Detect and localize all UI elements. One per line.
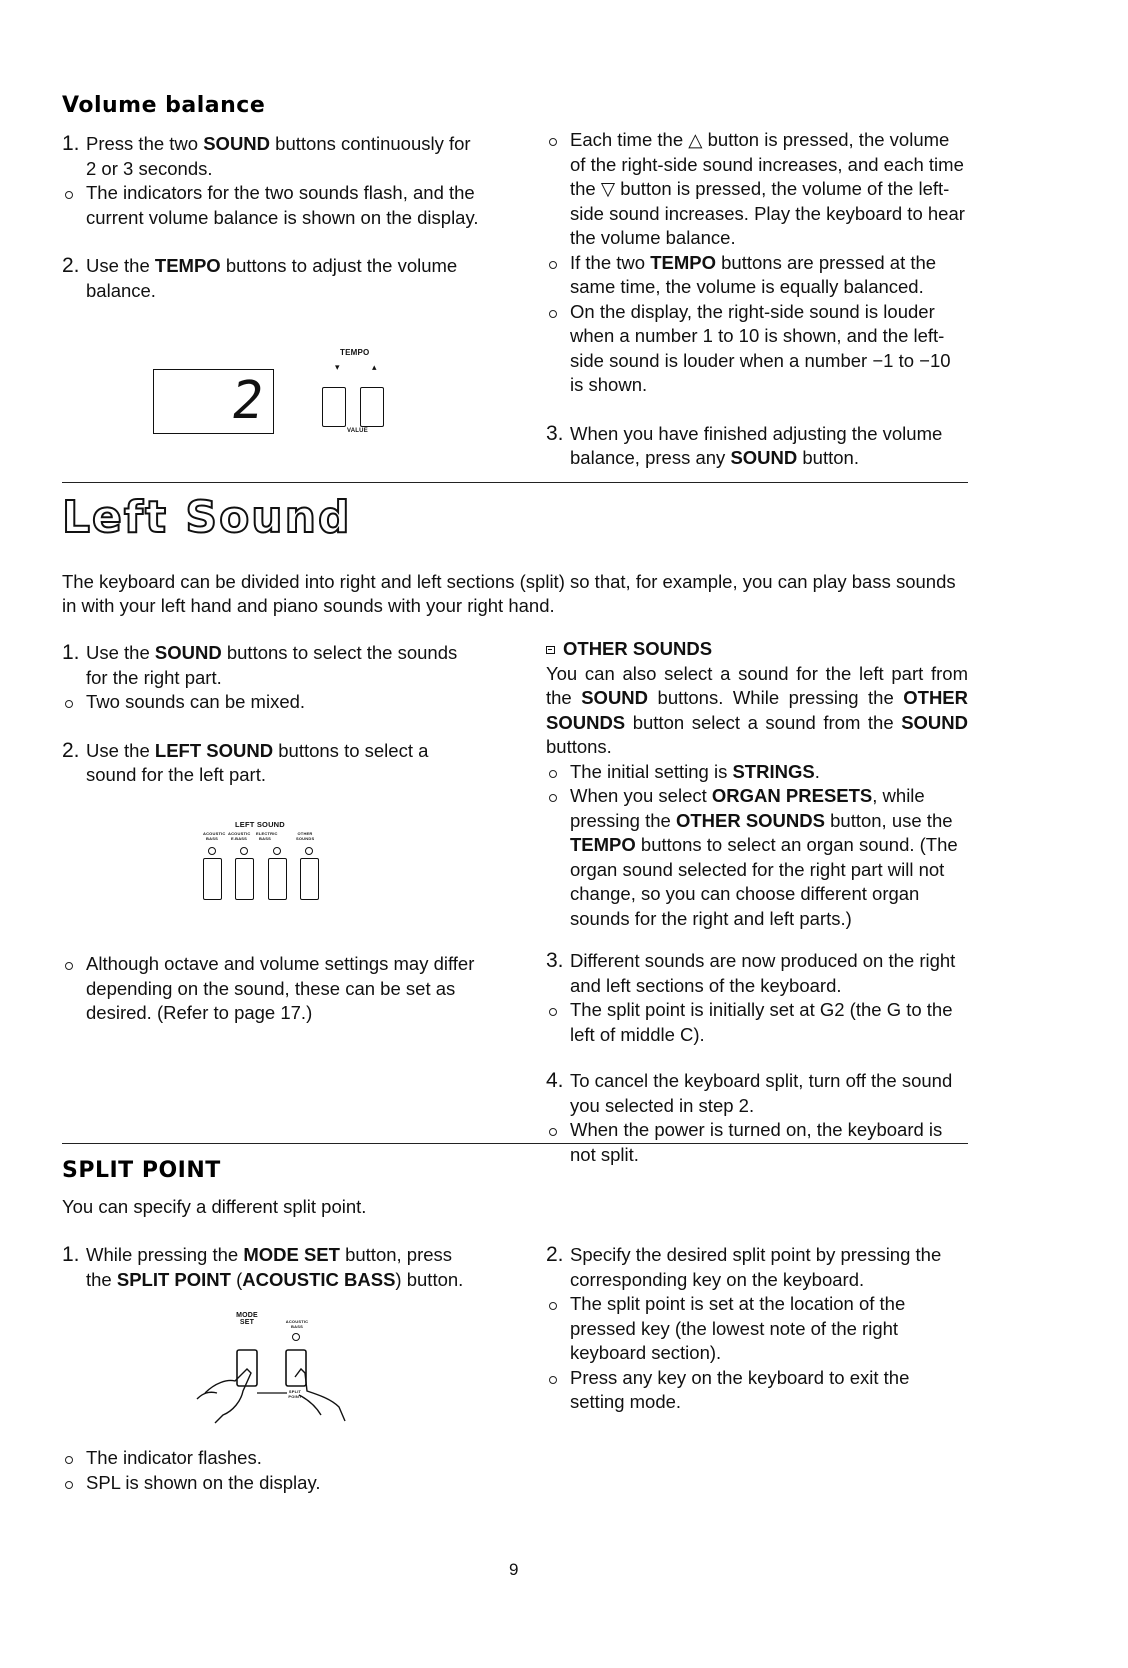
bullet-icon	[549, 310, 557, 318]
up-triangle-icon: △	[688, 129, 703, 150]
left-sound-step-3	[546, 949, 968, 998]
tempo-label: TEMPO	[340, 348, 370, 357]
down-triangle-icon: ▽	[600, 178, 616, 199]
bold-text: SOUND	[730, 447, 798, 468]
acoustic-bass-label: ACOUSTIC BASS	[203, 831, 226, 841]
text: buttons to select the sounds for the right part.	[86, 642, 458, 688]
split-step-1	[62, 1243, 482, 1292]
bullet-icon	[549, 1302, 557, 1310]
mode-set-label: MODE SET	[236, 1312, 258, 1326]
step-number: 2.	[546, 1243, 564, 1266]
bullet-icon	[65, 1456, 73, 1464]
bold-text: SOUND	[203, 133, 271, 154]
text: buttons are pressed at the same time, the volume is equally balanced.	[570, 251, 937, 297]
text: button, press the	[86, 1244, 453, 1290]
left-sound-left-column	[62, 641, 480, 788]
tempo-down-arrow-icon: ▾	[335, 362, 340, 372]
bullet-icon	[549, 138, 557, 146]
bold-text: LEFT SOUND	[154, 739, 274, 761]
bold-text: OTHER SOUNDS	[675, 809, 825, 831]
text: .	[814, 760, 820, 782]
left-sound-step-1	[62, 641, 480, 690]
step-number: 3.	[546, 421, 564, 445]
display-digit: 2	[227, 371, 268, 431]
left-sound-right-column	[546, 637, 968, 1167]
indicator-led-icon	[273, 847, 281, 855]
bullet-icon	[65, 962, 73, 970]
split-bullet-1	[62, 1446, 482, 1471]
text: Use the	[86, 739, 155, 761]
text: buttons continuously for 2 or 3 seconds.	[86, 133, 471, 179]
bold-text: STRINGS	[732, 760, 815, 782]
indicator-led-icon	[208, 847, 216, 855]
split-point-left-notes	[62, 1446, 482, 1495]
electric-bass-label: ELECTRIC BASS	[256, 831, 278, 841]
step-number: 1.	[62, 132, 80, 155]
text: Use the	[86, 255, 155, 276]
bullet-icon	[549, 1008, 557, 1016]
bullet-icon	[549, 770, 557, 778]
text: SPL is shown on the display.	[86, 1471, 321, 1493]
acoustic-ebass-button[interactable]	[235, 858, 254, 900]
text: Although octave and volume settings may differ depending on the sound, these can be set as desired. (Refer to page 17.)	[86, 953, 475, 1023]
text: The indicators for the two sounds flash, and the current volume balance is shown on the display.	[86, 182, 479, 228]
text: buttons to adjust the volume balance.	[86, 255, 458, 301]
text: On the display, the right-side sound is louder when a number 1 to 10 is shown, and the left-side sound is louder when a number −1 to −10 is shown.	[570, 300, 951, 395]
step-number: 4.	[546, 1069, 564, 1092]
section-divider	[62, 482, 968, 483]
text: When you have finished adjusting the volume balance, press any	[570, 422, 943, 468]
split-point-right-column	[546, 1243, 968, 1415]
text: When the power is turned on, the keyboard is not split.	[570, 1119, 943, 1165]
text: OTHER SOUNDS	[563, 638, 713, 659]
bold-text: SOUND	[901, 711, 968, 733]
text: button is pressed, the volume of the left-side sound increases. Play the keyboard to hear the volume balance.	[570, 178, 965, 248]
text: Use the	[86, 642, 155, 663]
text: Press any key on the keyboard to exit the setting mode.	[570, 1366, 910, 1412]
text: ) button.	[395, 1268, 464, 1290]
split-step-2	[546, 1243, 968, 1292]
volume-right-bullet-3	[546, 300, 968, 398]
text: buttons to select an organ sound. (The organ sound selected for the right part will not change, so you can choose different organ sounds for the right and left parts.)	[570, 834, 958, 929]
display-panel	[153, 369, 274, 434]
text: (	[230, 1268, 243, 1290]
text: Each time the	[570, 129, 689, 150]
bullet-icon	[549, 261, 557, 269]
value-label: VALUE	[347, 428, 368, 434]
split-point-left-column	[62, 1243, 482, 1292]
text: buttons to select a sound for the left part.	[86, 739, 429, 785]
left-sound-title: Left Sound	[62, 492, 352, 543]
bold-text: OTHER SOUNDS	[546, 687, 968, 733]
acoustic-bass-button[interactable]	[203, 858, 222, 900]
split-point-intro: You can specify a different split point.	[62, 1196, 367, 1217]
text: button, use the	[824, 809, 953, 831]
volume-step-2	[62, 254, 480, 303]
volume-balance-left-column	[62, 132, 480, 303]
bold-text: TEMPO	[570, 834, 636, 855]
bold-text: ORGAN PRESETS	[711, 785, 873, 806]
text: button is pressed, the volume of the right-side sound increases, and each time the	[570, 129, 964, 199]
section-divider	[62, 1143, 968, 1144]
tempo-down-button[interactable]	[322, 387, 346, 427]
other-sounds-label: OTHER SOUNDS	[296, 831, 315, 841]
bold-text: SOUND	[581, 687, 649, 708]
volume-balance-right-column	[546, 128, 968, 471]
bold-text: TEMPO	[154, 255, 221, 276]
text: To cancel the keyboard split, turn off the sound you selected in step 2.	[570, 1070, 953, 1116]
indicator-led-icon	[240, 847, 248, 855]
hands-pressing-buttons-icon	[195, 1335, 355, 1430]
square-marker-icon	[546, 646, 555, 654]
bold-text: SOUND	[154, 642, 222, 663]
left-sound-bullet-2	[62, 952, 480, 1026]
tempo-up-button[interactable]	[360, 387, 384, 427]
text: While pressing the	[86, 1244, 244, 1265]
volume-balance-heading: Volume balance	[62, 93, 266, 118]
left-sound-step-4	[546, 1069, 968, 1118]
left-sound-figure-label: LEFT SOUND	[235, 820, 285, 829]
split-right-bullet-2	[546, 1366, 968, 1415]
text: The indicator flashes.	[86, 1447, 262, 1468]
text: Different sounds are now produced on the right and left sections of the keyboard.	[570, 950, 956, 996]
step-number: 2.	[62, 738, 80, 762]
volume-step-1	[62, 132, 480, 181]
text: buttons. While pressing the	[648, 687, 904, 708]
split-right-bullet-1	[546, 1292, 968, 1366]
step-number: 1.	[62, 1243, 80, 1266]
volume-right-bullet-2	[546, 251, 968, 300]
acoustic-ebass-label: ACOUSTIC E.BASS	[228, 831, 251, 841]
bullet-icon	[549, 1128, 557, 1136]
indicator-led-icon	[305, 847, 313, 855]
split-bullet-2	[62, 1471, 482, 1496]
left-sound-bullet-1	[62, 690, 480, 715]
page-number: 9	[509, 1560, 519, 1579]
split-point-label: SPLIT POINT	[288, 1389, 302, 1399]
left-sound-bullet-3	[546, 998, 968, 1047]
acoustic-bass-label: ACOUSTIC BASS	[285, 1319, 309, 1329]
other-sounds-paragraph	[546, 662, 968, 760]
other-sounds-button[interactable]	[300, 858, 319, 900]
other-sounds-bullet-2	[546, 784, 968, 931]
text: Specify the desired split point by pressing the corresponding key on the keyboard.	[570, 1244, 942, 1290]
volume-bullet-1	[62, 181, 480, 230]
text: button select a sound from the	[625, 711, 902, 733]
text: Two sounds can be mixed.	[86, 691, 306, 712]
text: , while pressing the	[570, 785, 925, 831]
text: buttons.	[546, 736, 612, 757]
bullet-icon	[65, 191, 73, 199]
text: If the two	[570, 251, 651, 273]
left-sound-left-note	[62, 952, 480, 1026]
electric-bass-button[interactable]	[268, 858, 287, 900]
text: The split point is initially set at G2 (the G to the left of middle C).	[570, 999, 953, 1045]
split-point-heading: SPLIT POINT	[62, 1158, 221, 1183]
left-sound-intro: The keyboard can be divided into right and left sections (split) so that, for example, you can play bass sounds in with your left hand and piano sounds with your right hand.	[62, 571, 956, 616]
text: When you select	[570, 785, 712, 806]
bullet-icon	[549, 794, 557, 802]
volume-step-3	[546, 422, 968, 471]
bullet-icon	[65, 700, 73, 708]
left-sound-step-2	[62, 739, 480, 788]
other-sounds-heading	[546, 637, 968, 662]
volume-right-bullet-1	[546, 128, 968, 251]
step-number: 2.	[62, 254, 80, 277]
text: You can also select a sound for the left part from the	[546, 662, 968, 708]
text: The initial setting is	[570, 760, 733, 782]
tempo-up-arrow-icon: ▴	[372, 362, 377, 372]
split-point-button[interactable]	[286, 1350, 306, 1386]
step-number: 1.	[62, 641, 80, 664]
bullet-icon	[65, 1481, 73, 1489]
bold-text: TEMPO	[650, 251, 716, 273]
step-number: 3.	[546, 949, 564, 972]
bold-text: MODE SET	[243, 1244, 340, 1265]
text: The split point is set at the location of the pressed key (the lowest note of the right keyboard section).	[570, 1293, 906, 1363]
bold-text: ACOUSTIC BASS	[242, 1268, 396, 1290]
bold-text: SPLIT POINT	[116, 1268, 231, 1290]
bullet-icon	[549, 1376, 557, 1384]
text: Press the two	[86, 133, 204, 154]
text: button.	[797, 447, 859, 468]
other-sounds-bullet-1	[546, 760, 968, 785]
